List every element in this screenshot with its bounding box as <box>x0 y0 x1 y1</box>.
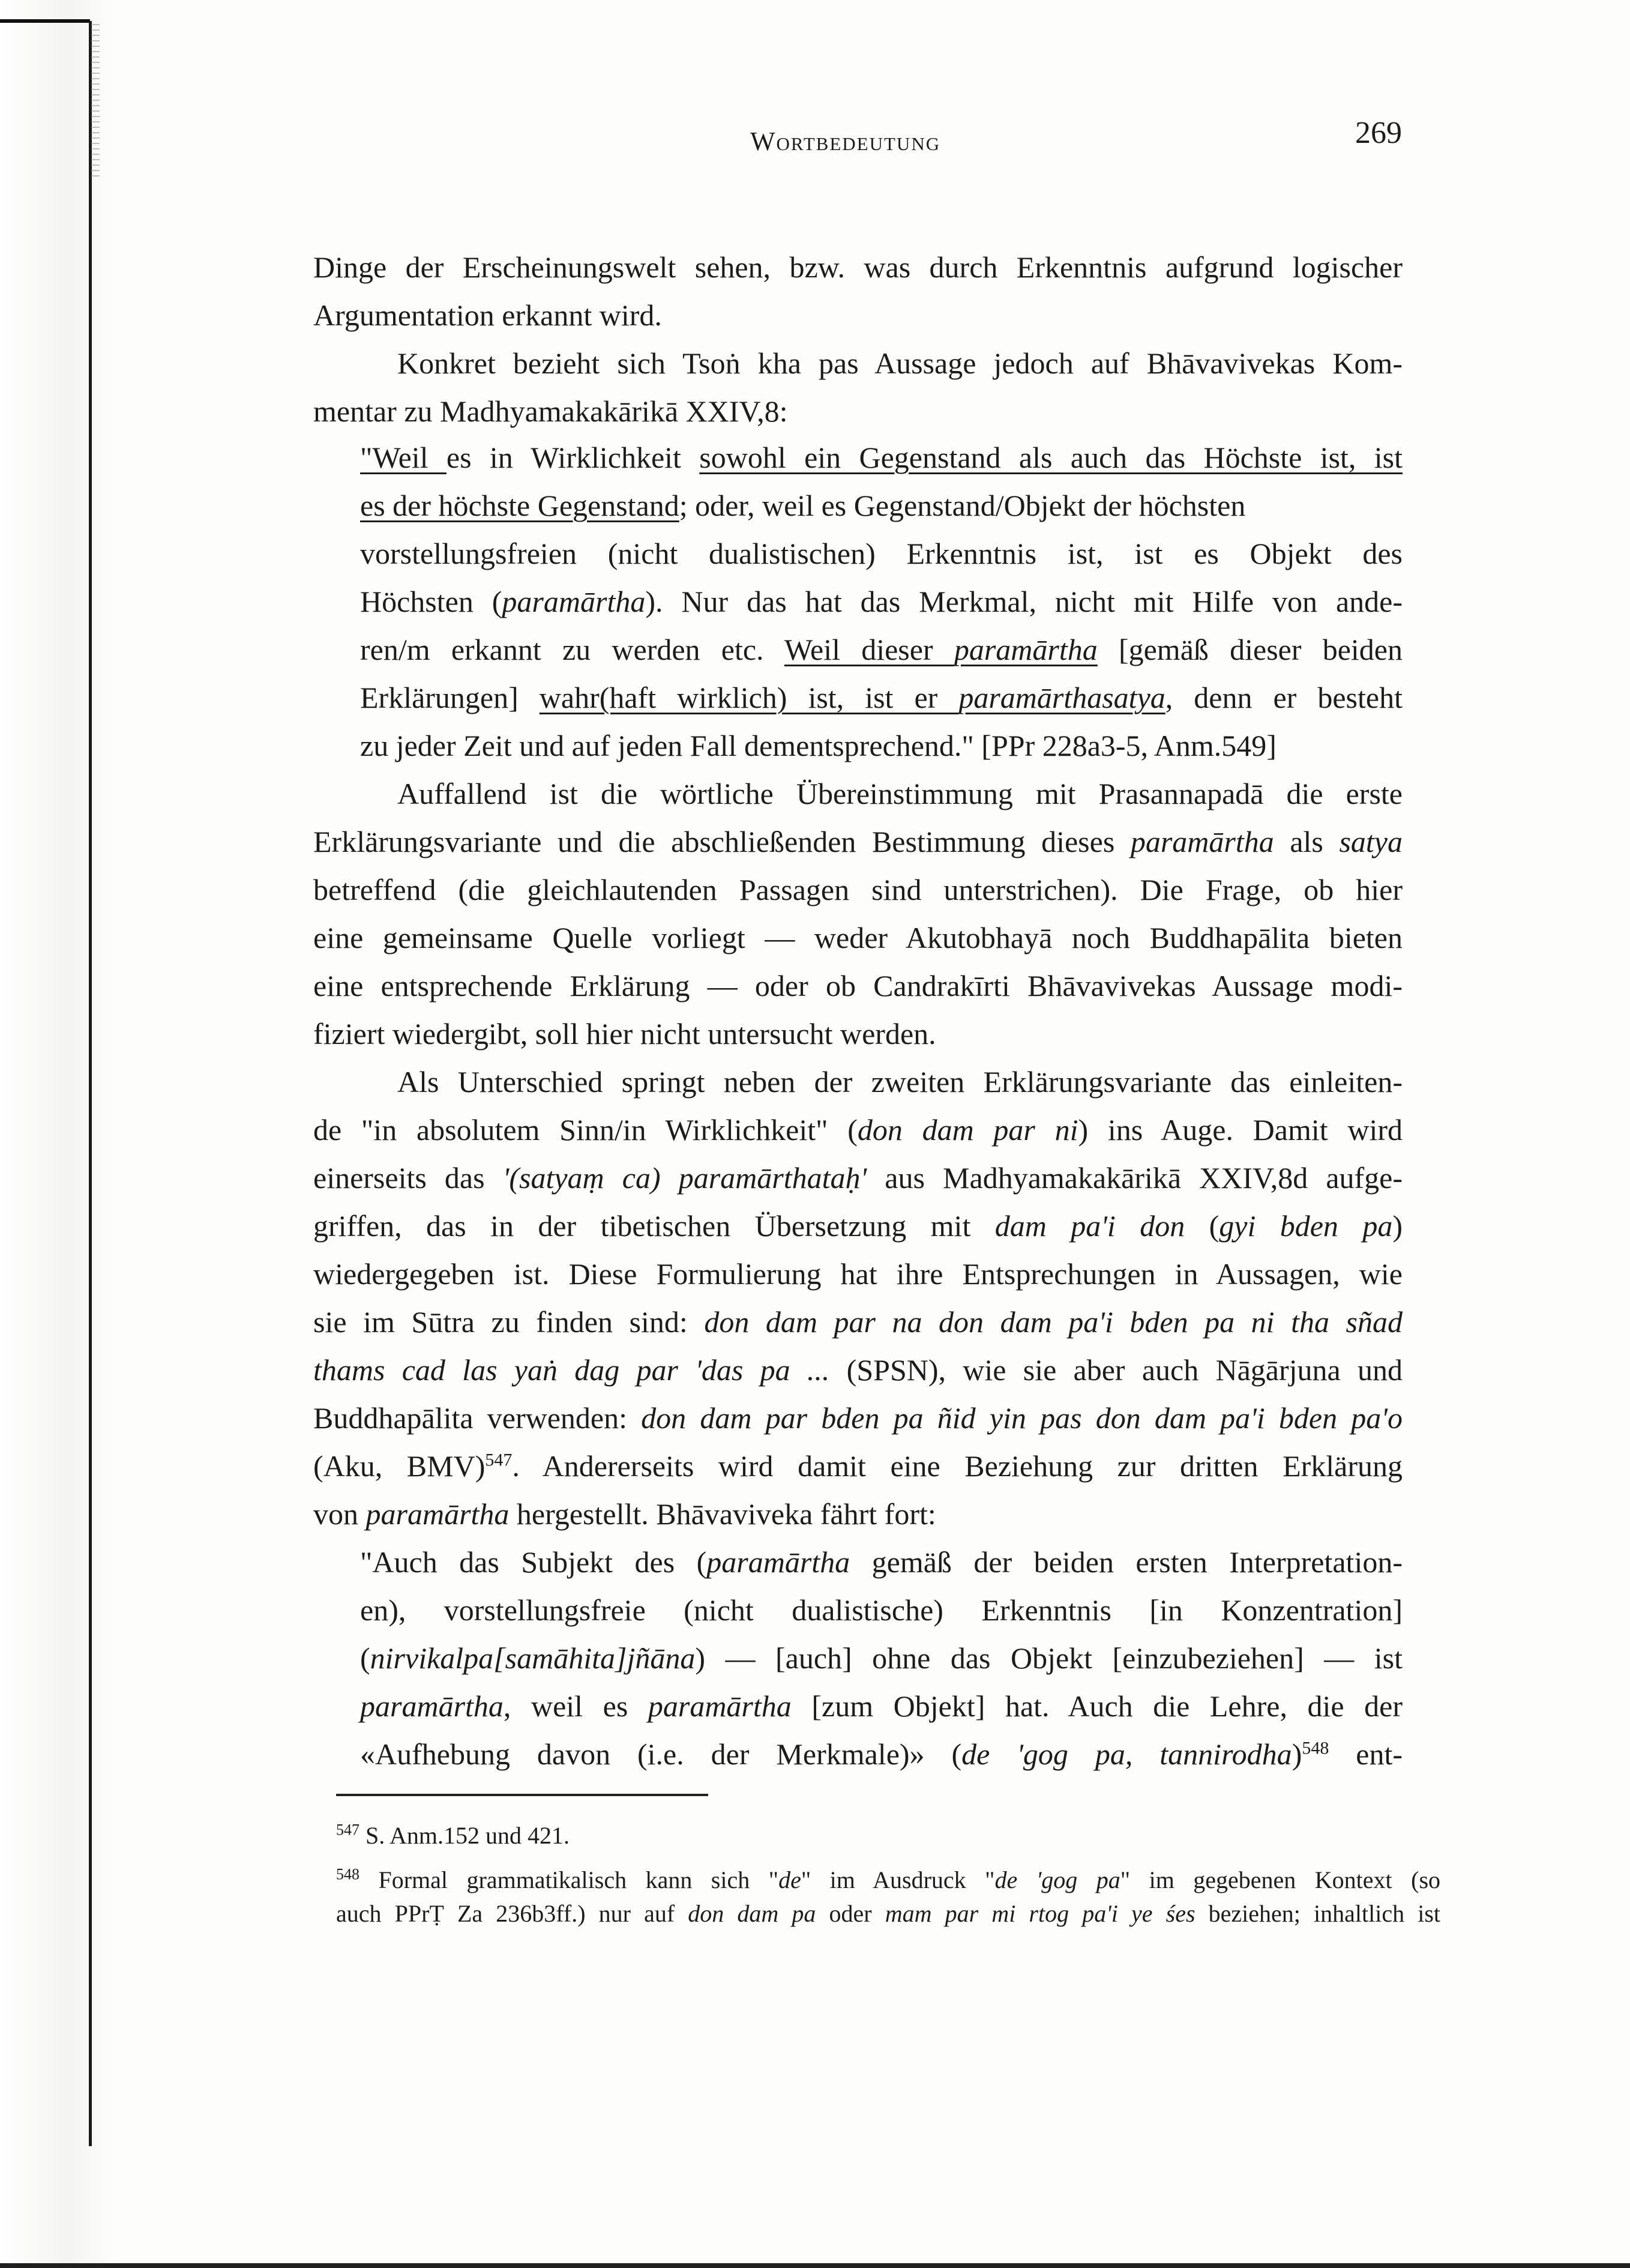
text-line: griffen, das in der tibetischen Übersetzung mit dam pa'i don (gyi bden pa) <box>313 1209 1403 1243</box>
quote-line: ren/m erkannt zu werden etc. Weil dieser paramārtha [gemäß dieser beiden <box>360 633 1403 666</box>
text-line: Dinge der Erscheinungswelt sehen, bzw. was durch Erkenntnis aufgrund logischer <box>313 250 1403 284</box>
text-line: Buddhapālita verwenden: don dam par bden pa ñid yin pas don dam pa'i bden pa'o <box>313 1401 1403 1435</box>
text-line: de "in absolutem Sinn/in Wirklichkeit" (don dam par ni) ins Auge. Damit wird <box>313 1113 1403 1147</box>
running-header <box>0 115 1630 169</box>
paragraph-2 <box>313 339 1403 435</box>
footnote-ref-547: 547 <box>485 1450 513 1470</box>
quote-line: «Aufhebung davon (i.e. der Merkmale)» (de 'gog pa, tannirodha)$^{548}$ ent- <box>360 1737 1403 1771</box>
text-line: einerseits das '(satyaṃ ca) paramārthataḥ' aus Madhyamakakārikā XXIV,8d aufge- <box>313 1161 1403 1195</box>
quote-line: en), vorstellungsfreie (nicht dualistische) Erkenntnis [in Konzentration] <box>360 1593 1403 1627</box>
text-line: Auffallend ist die wörtliche Übereinstimmung mit Prasannapadā die erste <box>397 777 1403 810</box>
text-line: mentar zu Madhyamakakārikā XXIV,8: <box>313 394 788 428</box>
text-line: betreffend (die gleichlautenden Passagen sind unterstrichen). Die Frage, ob hier <box>313 873 1403 906</box>
quote-line: vorstellungsfreien (nicht dualistischen) Erkenntnis ist, ist es Objekt des <box>360 537 1403 570</box>
text-line: wiedergegeben ist. Diese Formulierung hat ihre Entsprechungen in Aussagen, wie <box>313 1257 1403 1291</box>
scan-bottom-edge <box>0 2263 1630 2268</box>
footnote-547: $^{547}$ S. Anm.152 und 421. <box>336 1821 570 1849</box>
quote-line: "Auch das Subjekt des (paramārtha gemäß der beiden ersten Interpretation- <box>360 1545 1403 1579</box>
footnote-separator <box>336 1794 708 1796</box>
text-line: Als Unterschied springt neben der zweiten Erklärungsvariante das einleiten- <box>397 1065 1403 1099</box>
text-line: Erklärungsvariante und die abschließenden Bestimmung dieses paramārtha als satya <box>313 825 1403 858</box>
quote-line: "Weil es in Wirklichkeit sowohl ein Gegenstand als auch das Höchste ist, ist <box>360 441 1403 474</box>
quote-line: (nirvikalpa[samāhita]jñāna) — [auch] ohne das Objekt [einzubeziehen] — ist <box>360 1641 1403 1675</box>
text-line: Argumentation erkannt wird. <box>313 298 662 332</box>
text-line: von paramārtha hergestellt. Bhāvaviveka fährt fort: <box>313 1497 936 1531</box>
text-line: eine entsprechende Erklärung — oder ob Candrakīrti Bhāvavivekas Aussage modi- <box>313 969 1403 1003</box>
text-line: fiziert wiedergibt, soll hier nicht untersucht werden. <box>313 1017 936 1051</box>
text-line: eine gemeinsame Quelle vorliegt — weder Akutobhayā noch Buddhapālita bieten <box>313 921 1403 955</box>
scan-shadow-line <box>89 21 92 2146</box>
quote-line: paramārtha, weil es paramārtha [zum Objekt] hat. Auch die Lehre, die der <box>360 1689 1403 1723</box>
quote-line: Erklärungen] wahr(haft wirklich) ist, ist er paramārthasatya, denn er besteht <box>360 681 1403 714</box>
block-quote-2 <box>360 1538 1403 1778</box>
quote-line: zu jeder Zeit und auf jeden Fall dementsprechend." [PPr 228a3-5, Anm.549] <box>360 729 1277 762</box>
paragraph-1 <box>313 243 1403 339</box>
quote-line: es der höchste Gegenstand; oder, weil es Gegenstand/Objekt der höchsten <box>360 489 1246 522</box>
block-quote-1 <box>360 433 1403 770</box>
footnotes <box>336 1819 1440 1931</box>
paragraph-3 <box>313 770 1403 1058</box>
text-line: sie im Sūtra zu finden sind: don dam par na don dam pa'i bden pa ni tha sñad <box>313 1305 1403 1339</box>
quote-line: Höchsten (paramārtha). Nur das hat das Merkmal, nicht mit Hilfe von ande- <box>360 585 1403 618</box>
text-line: Konkret bezieht sich Tsoṅ kha pas Aussage jedoch auf Bhāvavivekas Kom- <box>397 346 1403 380</box>
scan-binding-edge <box>0 0 114 2268</box>
footnote-548: $^{548}$ Formal grammatikalisch kann sich "de" im Ausdruck "de 'gog pa" im gegebenen Kontext (so <box>336 1865 1441 1893</box>
text-line: thams cad las yaṅ dag par 'das pa ... (SPSN), wie sie aber auch Nāgārjuna und <box>313 1353 1403 1387</box>
paragraph-4 <box>313 1058 1403 1538</box>
page-number: 269 <box>1355 116 1402 150</box>
scan-shadow-top <box>0 19 90 23</box>
text-line: (Aku, BMV)$^{547}$. Andererseits wird damit eine Beziehung zur dritten Erklärung <box>313 1449 1403 1483</box>
running-title: Wortbedeutung <box>750 127 941 156</box>
footnote-548-continued: auch PPrṬ Za 236b3ff.) nur auf don dam pa oder mam par mi rtog pa'i ye śes beziehen; inhaltlich ist <box>336 1900 1440 1927</box>
footnote-ref-548: 548 <box>1302 1738 1329 1758</box>
